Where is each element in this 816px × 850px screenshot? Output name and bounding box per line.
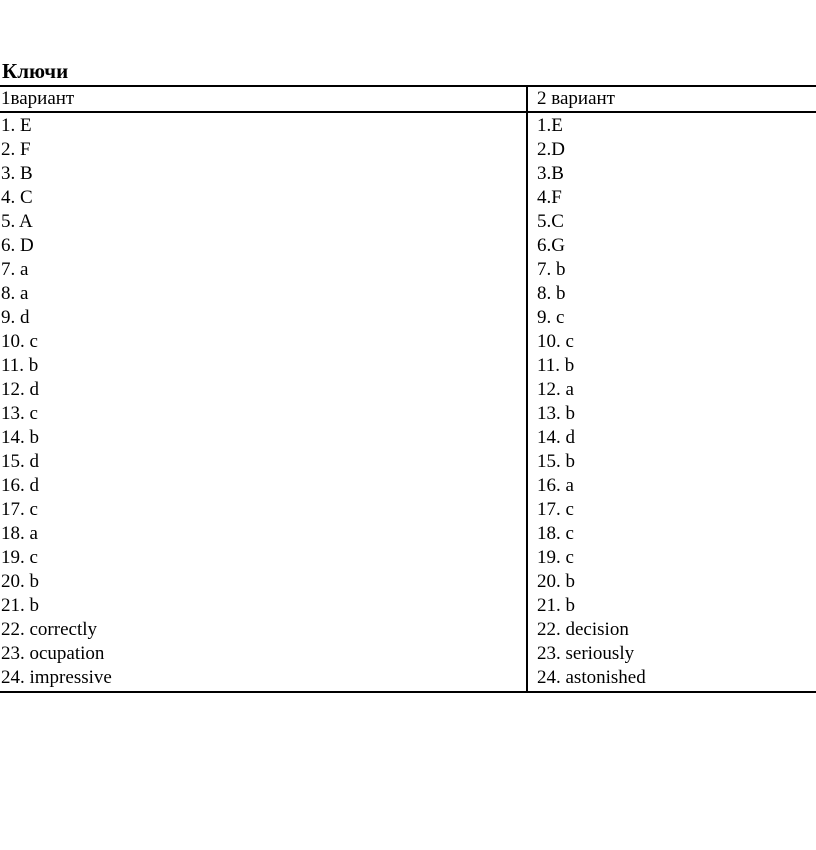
answer-cell: 2. F bbox=[1, 139, 31, 160]
answer-cell: 4.F bbox=[537, 187, 562, 208]
answer-cell: 18. c bbox=[537, 523, 574, 544]
answer-cell: 1. E bbox=[1, 115, 32, 136]
answer-cell: 22. decision bbox=[537, 619, 629, 640]
answer-cell: 4. C bbox=[1, 187, 33, 208]
answer-cell: 9. d bbox=[1, 307, 30, 328]
answer-cell: 2.D bbox=[537, 139, 565, 160]
answer-cell: 18. a bbox=[1, 523, 38, 544]
answer-cell: 24. impressive bbox=[1, 667, 112, 688]
answer-cell: 20. b bbox=[1, 571, 39, 592]
answer-cell: 11. b bbox=[537, 355, 575, 376]
answer-cell: 13. b bbox=[537, 403, 575, 424]
answer-cell: 14. d bbox=[537, 427, 575, 448]
variant-2-column bbox=[528, 114, 816, 690]
answer-cell: 3.B bbox=[537, 163, 564, 184]
answer-cell: 19. c bbox=[1, 547, 38, 568]
answer-cell: 9. c bbox=[537, 307, 565, 328]
answer-cell: 6.G bbox=[537, 235, 565, 256]
answer-cell: 8. a bbox=[1, 283, 29, 304]
answer-cell: 11. b bbox=[1, 355, 39, 376]
answer-cell: 5.C bbox=[537, 211, 564, 232]
answer-cell: 17. c bbox=[537, 499, 574, 520]
header-variant-1: 1вариант bbox=[1, 88, 75, 109]
variant-1-column bbox=[0, 114, 526, 690]
answer-cell: 14. b bbox=[1, 427, 39, 448]
answer-cell: 3. B bbox=[1, 163, 33, 184]
answer-cell: 10. c bbox=[1, 331, 38, 352]
answer-cell: 21. b bbox=[1, 595, 39, 616]
answer-cell: 20. b bbox=[537, 571, 575, 592]
answer-cell: 19. c bbox=[537, 547, 574, 568]
table-body bbox=[0, 87, 816, 691]
answer-cell: 13. c bbox=[1, 403, 38, 424]
answer-cell: 15. d bbox=[1, 451, 39, 472]
answer-cell: 7. a bbox=[1, 259, 29, 280]
answer-cell: 6. D bbox=[1, 235, 34, 256]
answer-cell: 17. c bbox=[1, 499, 38, 520]
header-divider bbox=[0, 111, 816, 113]
answer-key-table bbox=[0, 85, 816, 693]
answer-cell: 1.E bbox=[537, 115, 563, 136]
answer-cell: 15. b bbox=[537, 451, 575, 472]
answer-cell: 5. A bbox=[1, 211, 33, 232]
answer-cell: 16. d bbox=[1, 475, 39, 496]
page-title: Ключи bbox=[2, 59, 69, 83]
header-variant-2: 2 вариант bbox=[537, 88, 615, 109]
answer-cell: 24. astonished bbox=[537, 667, 646, 688]
answer-cell: 23. seriously bbox=[537, 643, 635, 664]
answer-cell: 21. b bbox=[537, 595, 575, 616]
answer-cell: 7. b bbox=[537, 259, 566, 280]
answer-cell: 10. c bbox=[537, 331, 574, 352]
answer-cell: 16. a bbox=[537, 475, 574, 496]
answer-cell: 12. d bbox=[1, 379, 39, 400]
answer-cell: 22. correctly bbox=[1, 619, 98, 640]
answer-cell: 12. a bbox=[537, 379, 574, 400]
answer-cell: 8. b bbox=[537, 283, 566, 304]
answer-cell: 23. ocupation bbox=[1, 643, 105, 664]
